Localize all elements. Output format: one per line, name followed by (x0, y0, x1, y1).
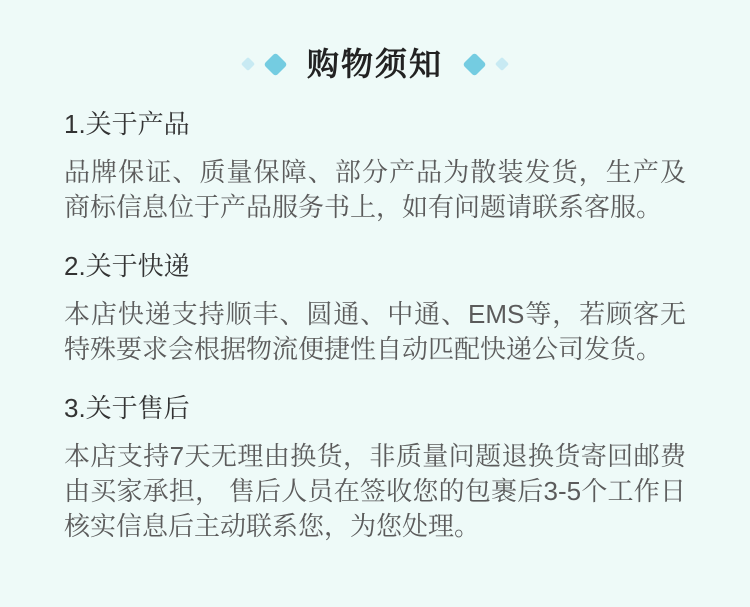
section-about-product (64, 108, 686, 225)
diamond-large-right-icon (462, 52, 486, 76)
section-heading: 3.关于售后 (64, 393, 190, 423)
page-title: 购物须知 (306, 46, 443, 82)
page-title-row (64, 45, 686, 83)
section-heading: 1.关于产品 (64, 109, 190, 139)
section-about-shipping (64, 250, 686, 367)
section-body-text: 本店支持7天无理由换货，非质量问题退换货寄回邮费由买家承担， 售后人员在签收您的包裹后3-5个工作日核实信息后主动联系您，为您处理。 (64, 441, 686, 541)
section-body-text: 品牌保证、质量保障、部分产品为散装发货，生产及商标信息位于产品服务书上，如有问题请联系客服。 (64, 157, 686, 222)
diamond-large-left-icon (263, 52, 287, 76)
section-body-text: 本店快递支持顺丰、圆通、中通、EMS等，若顾客无特殊要求会根据物流便捷性自动匹配快递公司发货。 (64, 299, 686, 364)
section-about-aftersale (64, 392, 686, 544)
diamond-small-right-icon (495, 57, 509, 71)
diamond-small-left-icon (241, 57, 255, 71)
section-heading: 2.关于快递 (64, 251, 190, 281)
